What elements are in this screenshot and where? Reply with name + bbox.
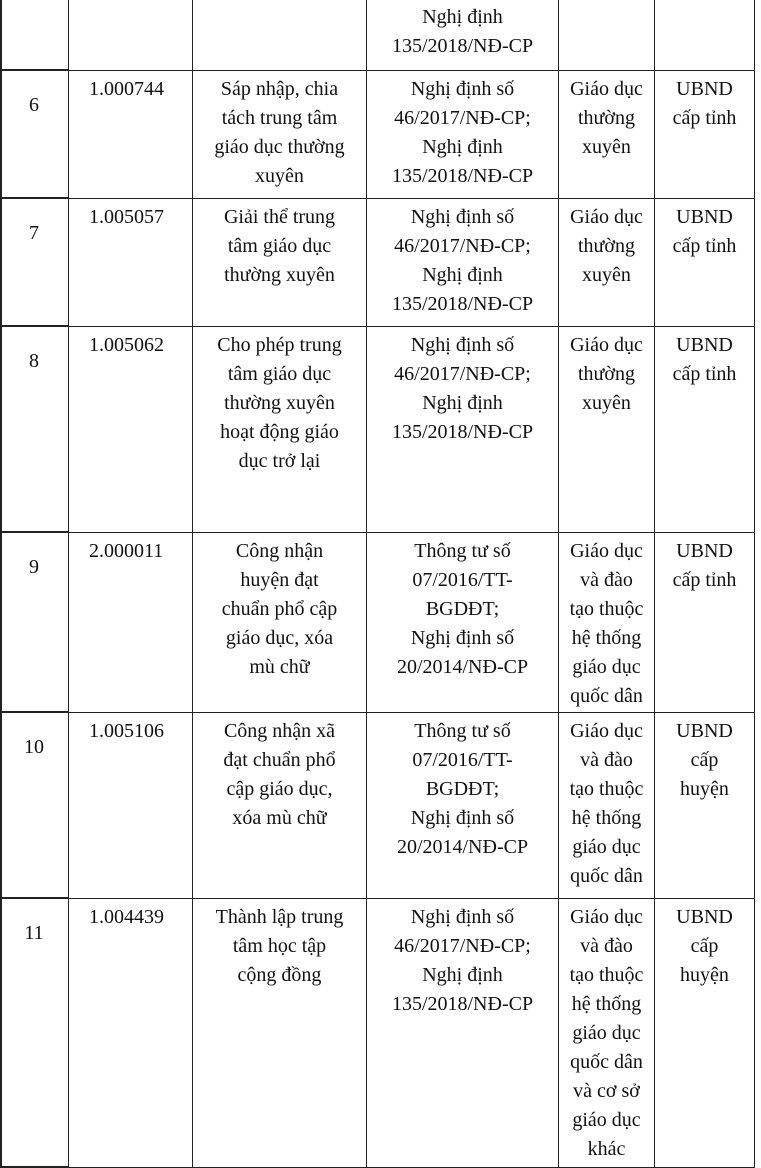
procedure-code-cell (69, 899, 193, 1168)
legal-basis-cell-line: 135/2018/NĐ-CP (391, 165, 534, 187)
field-cell-line: giáo dục (572, 836, 641, 858)
legal-basis-cell-line: 46/2017/NĐ-CP; (394, 935, 531, 957)
procedure-name-cell-line: dục trở lại (238, 450, 321, 472)
procedure-name-cell-line: hoạt động giáo (220, 421, 339, 443)
legal-basis-cell-line: 46/2017/NĐ-CP; (394, 235, 531, 257)
procedure-name-cell (193, 713, 367, 899)
row-number: 6 (29, 94, 39, 116)
procedure-code-cell-text: 1.005062 (89, 334, 164, 356)
procedure-code-cell (69, 199, 193, 327)
table-row (69, 327, 755, 533)
agency-cell-line: UBND (676, 540, 733, 562)
row-number: 11 (24, 922, 44, 944)
procedure-name-cell-line: tâm học tập (232, 935, 327, 957)
legal-basis-cell-line: BGDĐT; (425, 778, 500, 800)
field-cell-line: và đào (580, 569, 633, 591)
procedure-name-cell-line: thường xuyên (224, 264, 335, 286)
legal-basis-cell-line: Thông tư số (414, 720, 511, 742)
field-cell-line: giáo dục (572, 1109, 641, 1131)
procedure-name-cell (193, 71, 367, 199)
procedure-name-cell-line: thường xuyên (224, 392, 335, 414)
agency-cell-line: cấp (690, 749, 719, 771)
table-body (69, 0, 755, 1168)
table-row (69, 899, 755, 1168)
legal-basis-cell (367, 0, 559, 71)
table-row (69, 0, 755, 71)
procedure-name-cell (193, 533, 367, 713)
field-cell-line: xuyên (582, 392, 631, 414)
agency-cell-line: UBND (676, 334, 733, 356)
field-cell-line: và cơ sở (573, 1080, 640, 1102)
field-cell (559, 899, 655, 1168)
procedure-name-cell (193, 199, 367, 327)
field-cell-line: quốc dân (570, 685, 643, 707)
stt-row-border (0, 531, 69, 533)
agency-cell-line: huyện (680, 964, 729, 986)
legal-basis-cell-line: Nghị định số (410, 906, 515, 928)
field-cell-line: quốc dân (570, 865, 643, 887)
field-cell-line: tạo thuộc (569, 598, 644, 620)
table-row (69, 713, 755, 899)
field-cell (559, 199, 655, 327)
procedure-name-cell-line: tâm giáo dục (227, 235, 332, 257)
legal-basis-cell-line: Nghị định số (410, 807, 515, 829)
procedure-code-cell (69, 713, 193, 899)
procedure-name-cell-line: huyện đạt (240, 569, 319, 591)
procedure-code-cell-text: 1.004439 (89, 906, 164, 928)
stt-row-border (0, 711, 69, 713)
legal-basis-cell-line: 135/2018/NĐ-CP (391, 993, 534, 1015)
agency-cell-line: UBND (676, 720, 733, 742)
procedure-name-cell (193, 899, 367, 1168)
field-cell-line: Giáo dục (570, 540, 643, 562)
field-cell-line: hệ thống (571, 993, 642, 1015)
legal-basis-cell (367, 713, 559, 899)
legal-basis-cell-line: 07/2016/TT- (412, 749, 513, 771)
field-cell-line: tạo thuộc (569, 778, 644, 800)
legal-basis-cell-line: 46/2017/NĐ-CP; (394, 107, 531, 129)
field-cell-line: giáo dục (572, 656, 641, 678)
legal-basis-cell (367, 899, 559, 1168)
procedures-table (68, 0, 755, 1168)
procedure-code-cell-text: 1.005106 (89, 720, 164, 742)
procedure-name-cell-line: mù chữ (249, 656, 310, 678)
row-number: 8 (29, 350, 39, 372)
agency-cell-line: cấp tỉnh (672, 569, 737, 591)
procedure-name-cell (193, 327, 367, 533)
legal-basis-cell-line: Nghị định số (410, 334, 515, 356)
agency-cell-line: UBND (676, 78, 733, 100)
legal-basis-cell-line: Nghị định (422, 6, 503, 28)
legal-basis-cell-line: Nghị định (422, 264, 503, 286)
legal-basis-cell-line: 20/2014/NĐ-CP (396, 656, 529, 678)
legal-basis-cell-line: 07/2016/TT- (412, 569, 513, 591)
field-cell-line: thường (578, 107, 635, 129)
field-cell-line: tạo thuộc (569, 964, 644, 986)
procedure-name-cell-line: xóa mù chữ (232, 807, 327, 829)
legal-basis-cell-line: Nghị định (422, 136, 503, 158)
agency-cell (655, 71, 755, 199)
field-cell (559, 533, 655, 713)
field-cell-line: giáo dục (572, 1022, 641, 1044)
legal-basis-cell-line: Nghị định số (410, 627, 515, 649)
field-cell (559, 713, 655, 899)
stt-row-border (0, 325, 69, 327)
field-cell (559, 0, 655, 71)
procedure-name-cell-line: tâm giáo dục (227, 363, 332, 385)
legal-basis-cell (367, 533, 559, 713)
agency-cell (655, 327, 755, 533)
field-cell-line: thường (578, 235, 635, 257)
procedure-name-cell-line: cộng đồng (237, 964, 322, 986)
field-cell-line: Giáo dục (570, 206, 643, 228)
agency-cell-line: huyện (680, 778, 729, 800)
agency-cell-line: UBND (676, 906, 733, 928)
legal-basis-cell (367, 71, 559, 199)
legal-basis-cell-line: Nghị định số (410, 206, 515, 228)
legal-basis-cell-line: 135/2018/NĐ-CP (391, 421, 534, 443)
procedure-name-cell-line: xuyên (255, 165, 304, 187)
stt-row-border (0, 197, 69, 199)
stt-row-border (0, 69, 69, 71)
row-number: 10 (24, 736, 44, 758)
agency-cell-line: UBND (676, 206, 733, 228)
field-cell-line: thường (578, 363, 635, 385)
legal-basis-cell-line: 135/2018/NĐ-CP (391, 293, 534, 315)
legal-basis-cell-line: Nghị định (422, 392, 503, 414)
procedure-name-cell-line: cập giáo dục, (226, 778, 333, 800)
field-cell-line: và đào (580, 935, 633, 957)
field-cell-line: Giáo dục (570, 334, 643, 356)
stt-column-border (0, 0, 2, 1167)
field-cell-line: khác (587, 1138, 626, 1160)
field-cell-line: Giáo dục (570, 78, 643, 100)
field-cell (559, 71, 655, 199)
field-cell-line: hệ thống (571, 807, 642, 829)
legal-basis-cell-line: Nghị định số (410, 78, 515, 100)
stt-row-border (0, 897, 69, 899)
agency-cell (655, 199, 755, 327)
field-cell-line: và đào (580, 749, 633, 771)
agency-cell (655, 713, 755, 899)
procedure-name-cell-line: giáo dục, xóa (225, 627, 334, 649)
procedure-name-cell-line: Thành lập trung (215, 906, 344, 928)
procedure-code-cell (69, 0, 193, 71)
agency-cell-line: cấp tỉnh (672, 107, 737, 129)
table-row (69, 533, 755, 713)
legal-basis-cell-line: 135/2018/NĐ-CP (391, 35, 534, 57)
procedure-code-cell-text: 2.000011 (89, 540, 164, 562)
legal-basis-cell-line: Nghị định (422, 964, 503, 986)
agency-cell-line: cấp tỉnh (672, 363, 737, 385)
field-cell-line: xuyên (582, 264, 631, 286)
table-row (69, 71, 755, 199)
agency-cell-line: cấp tỉnh (672, 235, 737, 257)
agency-cell-line: cấp (690, 935, 719, 957)
field-cell-line: xuyên (582, 136, 631, 158)
row-number: 7 (29, 222, 39, 244)
procedure-code-cell-text: 1.005057 (89, 206, 164, 228)
procedure-code-cell-text: 1.000744 (89, 78, 164, 100)
procedure-name-cell-line: Công nhận xã (223, 720, 336, 742)
legal-basis-cell (367, 327, 559, 533)
field-cell-line: Giáo dục (570, 906, 643, 928)
procedure-name-cell-line: Giải thể trung (223, 206, 336, 228)
procedure-name-cell-line: Công nhận (235, 540, 324, 562)
legal-basis-cell-line: BGDĐT; (425, 598, 500, 620)
agency-cell (655, 0, 755, 71)
procedure-name-cell (193, 0, 367, 71)
procedure-code-cell (69, 71, 193, 199)
legal-basis-cell-line: Thông tư số (414, 540, 511, 562)
procedure-name-cell-line: Sáp nhập, chia (220, 78, 339, 100)
agency-cell (655, 533, 755, 713)
procedure-name-cell-line: Cho phép trung (217, 334, 342, 356)
legal-basis-cell (367, 199, 559, 327)
field-cell (559, 327, 655, 533)
procedure-name-cell-line: tách trung tâm (221, 107, 338, 129)
procedure-name-cell-line: chuẩn phổ cập (221, 598, 338, 620)
legal-basis-cell-line: 20/2014/NĐ-CP (396, 836, 529, 858)
procedure-name-cell-line: đạt chuẩn phổ (223, 749, 336, 771)
legal-basis-cell-line: 46/2017/NĐ-CP; (394, 363, 531, 385)
field-cell-line: quốc dân (570, 1051, 643, 1073)
field-cell-line: Giáo dục (570, 720, 643, 742)
procedure-code-cell (69, 533, 193, 713)
row-number: 9 (29, 556, 39, 578)
field-cell-line: hệ thống (571, 627, 642, 649)
agency-cell (655, 899, 755, 1168)
procedure-code-cell (69, 327, 193, 533)
table-row (69, 199, 755, 327)
procedure-name-cell-line: giáo dục thường (214, 136, 345, 158)
